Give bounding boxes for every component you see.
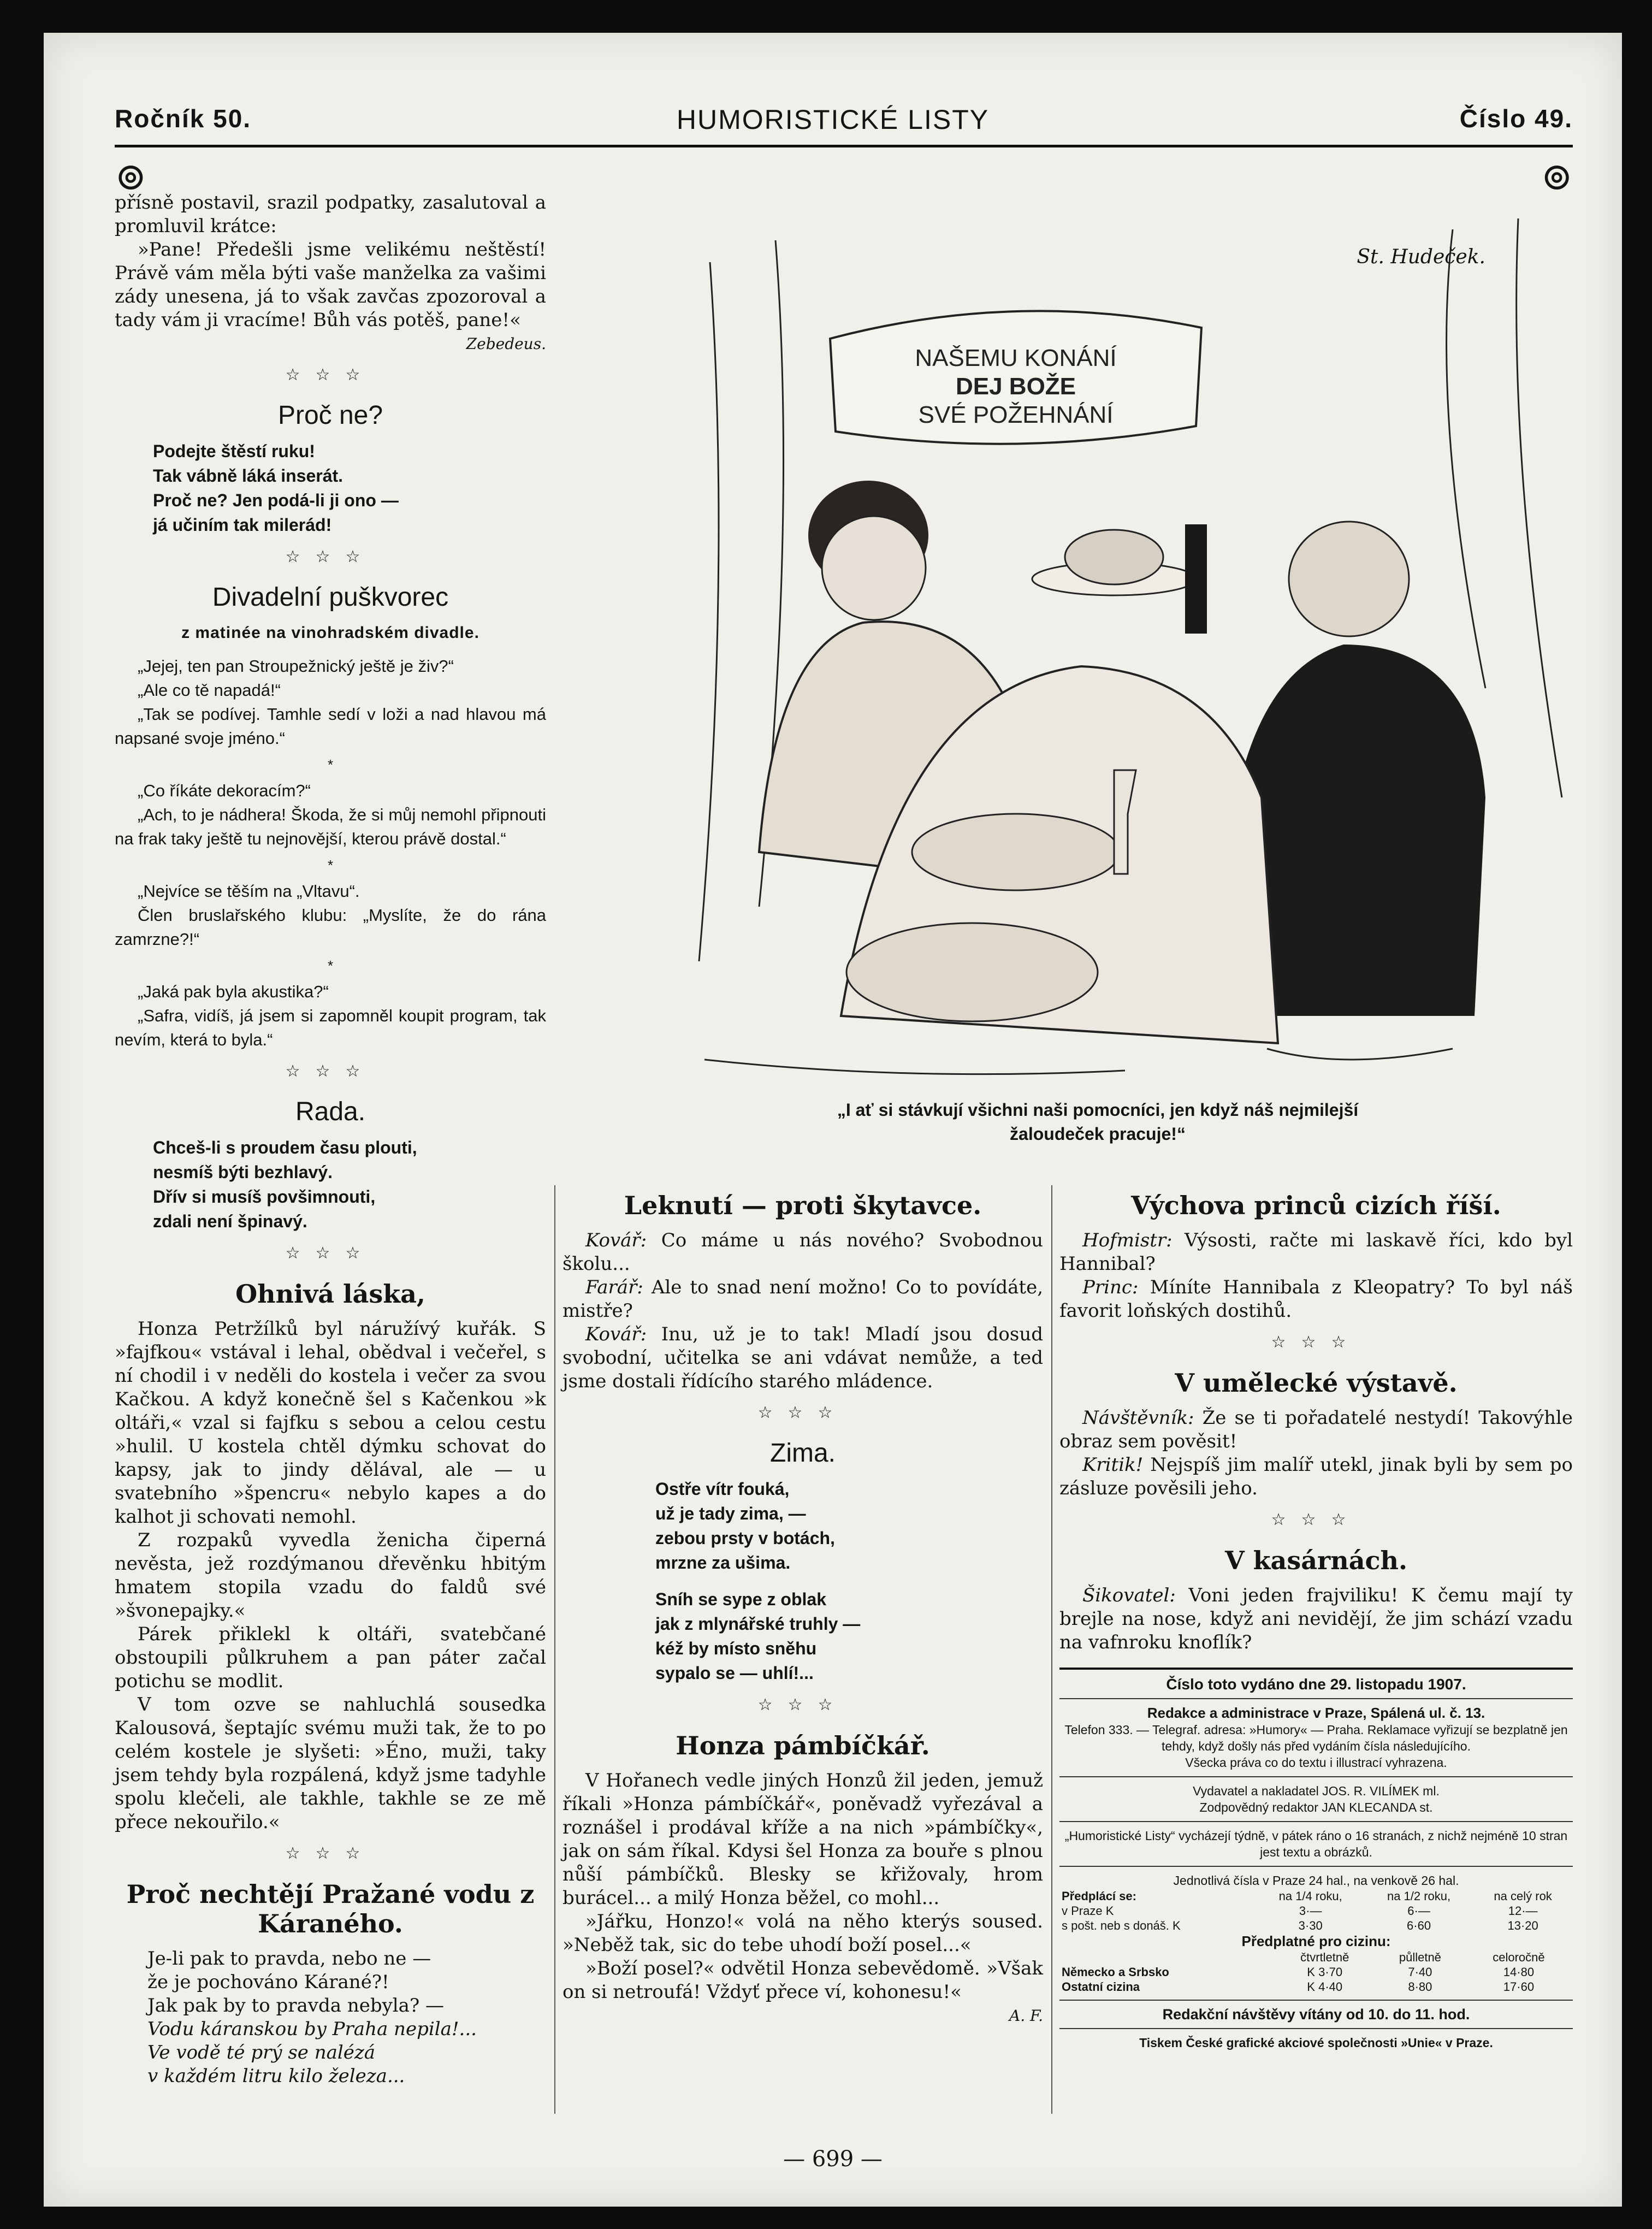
star-divider-icon: ☆☆☆ [285, 1844, 376, 1863]
dialogue-line: „Ale co tě napadá!“ [138, 681, 281, 700]
visiting-hours: Redakční návštěvy vítány od 10. do 11. hod. [1059, 2000, 1573, 2023]
paragraph: Párek přiklekl k oltáři, svatebčané obstoupili půlkruhem a pan páter začal potichu se modlit. [115, 1623, 546, 1692]
article-title: Rada. [295, 1097, 366, 1126]
column-divider [554, 1185, 555, 2114]
dialogue-line: „Jaká pak byla akustika?“ [138, 982, 329, 1001]
article-title: Divadelní puškvorec [212, 583, 449, 612]
imprint-section [1059, 1866, 1573, 1994]
dialogue-line: „Ach, to je nádhera! Škoda, že si můj nemohl připnouti na frak taky ještě tu nejnovější, kterou právě dostal.“ [115, 805, 546, 848]
dialogue-line: „Jejej, ten pan Stroupežnický ještě je živ?“ [138, 657, 454, 676]
poem [115, 1947, 546, 2088]
table-cell: 6·60 [1407, 1919, 1431, 1932]
table-row [1059, 1965, 1573, 1979]
dialogue-line [562, 1323, 1043, 1393]
asterisk-divider-icon: * [327, 957, 334, 974]
column-left [115, 191, 546, 2088]
star-divider-icon: ☆☆☆ [1271, 1333, 1361, 1352]
publisher: Vydavatel a nakladatel JOS. R. VILÍMEK ml. [1193, 1784, 1440, 1798]
dialogue-line: „Tak se podívej. Tamhle sedí v loži a nad hlavou má napsané svoje jméno.“ [115, 705, 546, 748]
star-divider-icon: ☆☆☆ [757, 1403, 848, 1422]
dialogue-line: „Co říkáte dekoracím?“ [138, 781, 311, 800]
paragraph: »Jářku, Honzo!« volá na něho kterýs soused. »Neběž tak, sic do tebe uhodí boží posel...« [562, 1911, 1043, 1956]
cartoon-illustration [633, 197, 1595, 1092]
imprint-box [1059, 1668, 1573, 2051]
article-title: Proč nechtějí Pražané vodu z Káraného. [126, 1879, 535, 1938]
speaker-label: Farář: [585, 1276, 643, 1298]
ornament-icon: ⊚ [115, 154, 147, 199]
poem-line: Podejte štěstí ruku! [153, 441, 315, 461]
editor: Zodpovědný redaktor JAN KLECANDA st. [1199, 1800, 1433, 1814]
table-cell: 14·80 [1503, 1965, 1535, 1979]
table-cell: na 1/2 roku, [1387, 1889, 1451, 1903]
author-signature: Zebedeus. [466, 335, 546, 353]
masthead-title: HUMORISTICKÉ LISTY [676, 104, 990, 135]
speaker-label: Kovář: [585, 1229, 647, 1251]
contact-info: Telefon 333. — Telegraf. adresa: »Humory« — Praha. Reklamace vyřizují se bezplatně jen tehdy, když došly nás před vydáním čísla následujícího. [1064, 1723, 1568, 1753]
dialogue-text: Inu, už je to tak! Mladí jsou dosud svobodní, učitelka se ani vdávat nemůže, a ted jsme dostali řídícího starého mládence. [562, 1323, 1043, 1392]
speaker-label: Návštěvník: [1082, 1407, 1194, 1429]
paragraph: V tom ozve se nahluchlá sousedka Kalousová, šeptajíc svému muži tak, že to po celém kostele je slyšeti: »Éno, muži, taky jsem tehdy byla rozpálená, když jsme tadyhle spolu klečeli, ale takhle, takhle se ze mě přece nekouřilo.« [115, 1694, 546, 1833]
table-cell: celoročně [1493, 1950, 1545, 1964]
article-subtitle: z matinée na vinohradském divadle. [181, 624, 479, 642]
star-divider-icon: ☆☆☆ [285, 365, 376, 385]
table-row [1059, 1950, 1573, 1965]
article-title: V kasárnách. [1224, 1546, 1408, 1575]
poem-line: jak z mlynářské truhly — [655, 1614, 861, 1634]
dialogue-text: Výsosti, račte mi laskavě říci, kdo byl Hannibal? [1059, 1229, 1573, 1275]
table-cell: Předplácí se: [1062, 1889, 1136, 1903]
dialogue-text: Míníte Hannibala z Kleopatry? To byl náš favorit loňských dostihů. [1059, 1276, 1573, 1322]
table-cell [1059, 1950, 1274, 1965]
table-cell: Německo a Srbsko [1062, 1965, 1169, 1979]
table-row [1059, 1918, 1573, 1933]
poem-line: Sníh se sype z oblak [655, 1589, 826, 1609]
paragraph: V Hořanech vedle jiných Honzů žil jeden, jemuž říkali »Honza pámbíčkář«, poněvadž vyřezával a roznášel i prodával kříže a na nich »pámbíčky«, jak on sám říkal. Kdysi šel Honza za bouře s plnou nůší pámbíčků. Blesky se křižovaly, hrom burácel... a milý Honza běžel, co mohl... [562, 1770, 1043, 1909]
dialogue-line [1059, 1276, 1573, 1323]
foreign-price-title: Předplatné pro cizinu: [1241, 1933, 1391, 1949]
table-row [1059, 1903, 1573, 1918]
table-row [1059, 1979, 1573, 1994]
speaker-label: Hofmistr: [1082, 1229, 1173, 1251]
dialogue-line: „Safra, vidíš, já jsem si zapomněl koupit program, tak nevím, která to byla.“ [115, 1006, 546, 1049]
speaker-label: Šikovatel: [1082, 1584, 1176, 1606]
dialogue-text: Že se ti pořadatelé nestydí! Takovýhle obraz sem pověsit! [1059, 1407, 1573, 1452]
poem [115, 1136, 546, 1234]
paragraph: »Pane! Předešli jsme velikému neštěstí! Právě vám měla býti vaše manželka za vašimi zády unesena, já to však zavčas zpozoroval a tady vám ji vracíme! Bůh vás potěš, pane!« [115, 239, 546, 331]
artist-signature: St. Hudeček. [1357, 246, 1485, 268]
article-title: Zima. [770, 1439, 836, 1468]
table-cell: K 3·70 [1307, 1965, 1343, 1979]
table-cell: 7·40 [1408, 1965, 1432, 1979]
poem-line: Dřív si musíš povšimnouti, [153, 1187, 376, 1207]
table-cell: v Praze K [1062, 1904, 1114, 1918]
star-divider-icon: ☆☆☆ [757, 1695, 848, 1714]
dialogue [115, 654, 546, 1052]
column-middle [562, 1191, 1043, 2027]
dialogue-text: Ale to snad není možno! Co to povídáte, mistře? [562, 1276, 1043, 1322]
dialogue-line [1059, 1229, 1573, 1276]
illustration-caption: „I ať si stávkují všichni naši pomocníci, jen když náš nejmilejší žaloudeček pracuje!“ [837, 1100, 1359, 1144]
table-row [1059, 1889, 1573, 1903]
poem-line: Tak vábně láká inserát. [153, 466, 344, 486]
article-title: Honza pámbíčkář. [676, 1731, 930, 1760]
dialogue-line: „Nejvíce se těším na „Vltavu“. [138, 882, 360, 901]
dialogue-line: Člen bruslařského klubu: „Myslíte, že do rána zamrzne?!“ [115, 906, 546, 949]
issue-label: Číslo 49. [1459, 104, 1573, 133]
imprint-section [1059, 1821, 1573, 1860]
poem-line: zebou prsty v botách, [655, 1528, 835, 1548]
single-issue-price: Jednotlivá čísla v Praze 24 hal., na venkově 26 hal. [1173, 1873, 1459, 1888]
poem-line: Proč ne? Jen podá-li ji ono — [153, 490, 399, 510]
dialogue-line [562, 1229, 1043, 1276]
article-title: Leknutí — proti škytavce. [624, 1191, 982, 1220]
article-title: Ohnivá láska, [235, 1279, 425, 1309]
table-cell: 17·60 [1503, 1980, 1535, 1994]
issue-date: Číslo toto vydáno dne 29. listopadu 1907. [1166, 1676, 1466, 1693]
asterisk-divider-icon: * [327, 857, 334, 873]
volume-label: Ročník 50. [115, 104, 252, 133]
page-number: — 699 — [783, 2147, 883, 2172]
poem-line: Chceš-li s proudem času plouti, [153, 1138, 417, 1157]
imprint-section [1059, 1776, 1573, 1816]
stanza-break [655, 1575, 1043, 1587]
poem-line: Ostře vítr fouká, [655, 1479, 790, 1499]
star-divider-icon: ☆☆☆ [285, 1062, 376, 1081]
poem-line: Ve vodě té prý se nalézá [147, 2042, 376, 2064]
publication-info: „Humoristické Listy“ vycházejí týdně, v pátek ráno o 16 stranách, z nichž nejméně 10 stran jest textu a obrázků. [1064, 1829, 1568, 1859]
table-cell: K 4·40 [1307, 1980, 1343, 1994]
article-title: Výchova princů cizích říší. [1131, 1191, 1501, 1220]
speaker-label: Kovář: [585, 1323, 647, 1345]
dialogue-line [1059, 1453, 1573, 1500]
star-divider-icon: ☆☆☆ [285, 1244, 376, 1263]
table-cell: 13·20 [1507, 1919, 1538, 1932]
paragraph: Honza Petržílků byl náružívý kuřák. S »fajfkou« vstával i lehal, obědval i večeřel, s ní chodil i v neděli do kostela i večer za svou Kačkou. A když konečně šel s Kačenkou »k oltáři,« vzal si fajfku s sebou a celou cestu »hulil. U kostela chtěl dýmku schovat do kapsy, jak to jindy dělával, ale — u svatebního »špencru« nebylo kapes a do kalhot ji schovati nemohl. [115, 1318, 546, 1528]
author-signature: A. F. [1009, 2007, 1043, 2025]
wall-sign [830, 311, 1201, 444]
dialogue-line [562, 1276, 1043, 1323]
table-cell: 8·80 [1408, 1980, 1432, 1994]
table-cell: 6·— [1407, 1904, 1430, 1918]
poem-line: že je pochováno Kárané?! [147, 1971, 389, 1993]
rights-notice: Všecka práva co do textu i illustrací vyhrazena. [1185, 1755, 1447, 1770]
poem-line: mrzne za ušima. [655, 1553, 791, 1572]
header-rule [115, 145, 1573, 147]
poem [562, 1477, 1043, 1686]
poem-line: sypalo se — uhlí!... [655, 1663, 814, 1683]
poem [115, 439, 546, 537]
table-cell: na 1/4 roku, [1278, 1889, 1342, 1903]
paragraph: Z rozpaků vyvedla ženicha čiperná nevěsta, jež rozdýmanou dřevěnku hbitým hmatem stopila vzadu do faldů své »švonepajky.« [115, 1529, 546, 1622]
speaker-label: Princ: [1082, 1276, 1139, 1298]
table-cell: 12·— [1508, 1904, 1538, 1918]
table-cell: na celý rok [1494, 1889, 1552, 1903]
star-divider-icon: ☆☆☆ [285, 547, 376, 566]
table-cell: půlletně [1399, 1950, 1441, 1964]
table-cell: Ostatní cizina [1062, 1980, 1140, 1994]
poem-line: zdali není špinavý. [153, 1211, 307, 1231]
sign-line: DEJ BOŽE [955, 373, 1076, 400]
dialogue-text: Nejspíš jim malíř utekl, jinak byli by sem po zásluze pověsili jeho. [1059, 1454, 1573, 1499]
newspaper-page [44, 33, 1622, 2207]
sign-line: NAŠEMU KONÁNÍ [915, 345, 1117, 371]
table-cell: 3·— [1299, 1904, 1322, 1918]
dialogue-text: Co máme u nás nového? Svobodnou školu... [562, 1229, 1043, 1275]
dialogue-line [1059, 1406, 1573, 1453]
speaker-label: Kritik! [1082, 1454, 1144, 1476]
paragraph: »Boží posel?« odvětil Honza sebevědomě. »Však on si netroufá! Vždyť přece ví, kohonesu!« [562, 1958, 1043, 2003]
foreign-price-table [1059, 1950, 1573, 1994]
table-cell: 3·30 [1298, 1919, 1323, 1932]
article-title: Proč ne? [277, 401, 383, 430]
printer-notice: Tiskem České grafické akciové společnosti »Unie« v Praze. [1059, 2028, 1573, 2051]
imprint-section [1059, 1698, 1573, 1771]
column-divider [1051, 1185, 1052, 2114]
ornament-icon: ⊚ [1541, 154, 1573, 199]
paragraph: přísně postavil, srazil podpatky, zasalutoval a promluvil krátce: [115, 192, 546, 237]
table-cell: s pošt. neb s donáš. K [1062, 1919, 1181, 1932]
poem-line: Jak pak by to pravda nebyla? — [147, 1995, 444, 2017]
dialogue-line [1059, 1584, 1573, 1654]
poem-line: nesmíš býti bezhlavý. [153, 1162, 333, 1182]
poem-line: Vodu káranskou by Praha nepila!... [147, 2018, 477, 2040]
poem-line: Je-li pak to pravda, nebo ne — [147, 1948, 431, 1970]
poem-line: v každém litru kilo železa... [147, 2065, 405, 2087]
star-divider-icon: ☆☆☆ [1271, 1510, 1361, 1529]
dialogue-text: Voni jeden frajviliku! K čemu mají ty brejle na nose, když ani nevidějí, že jim schází vzadu na vafnroku knoflík? [1059, 1584, 1573, 1653]
table-cell: čtvrtletně [1300, 1950, 1349, 1964]
domestic-price-table [1059, 1889, 1573, 1933]
poem-line: kéž by místo sněhu [655, 1639, 817, 1658]
column-right [1059, 1191, 1573, 2051]
sign-line: SVÉ POŽEHNÁNÍ [918, 401, 1114, 428]
poem-line: už je tady zima, — [655, 1504, 806, 1523]
poem-line: já učiním tak milerád! [153, 515, 332, 535]
article-title: V umělecké výstavě. [1175, 1368, 1458, 1398]
editorial-address: Redakce a administrace v Praze, Spálená ul. č. 13. [1147, 1705, 1485, 1721]
asterisk-divider-icon: * [327, 756, 334, 773]
